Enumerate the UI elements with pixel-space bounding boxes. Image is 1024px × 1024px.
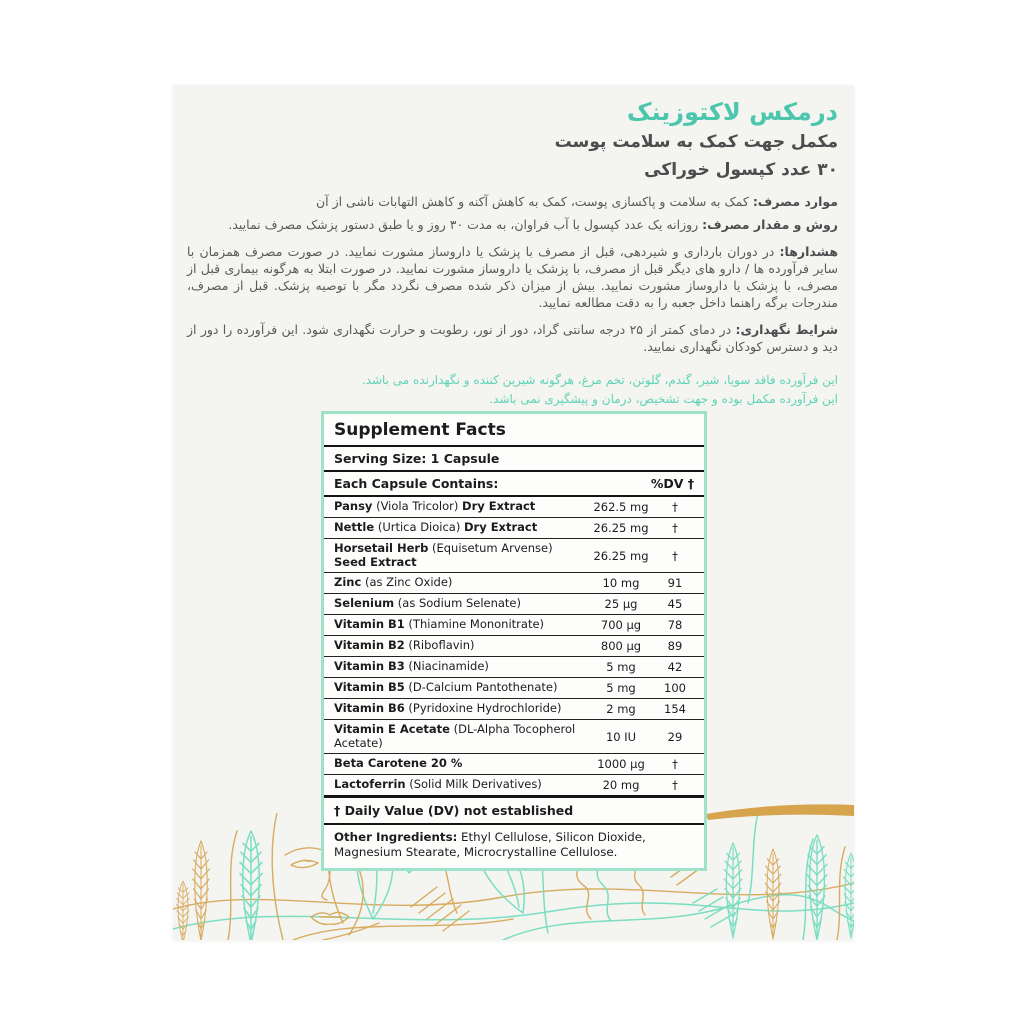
indications-text: کمک به سلامت و پاکسازی پوست، کمک به کاهش آکنه و کاهش التهابات ناشی از آن <box>315 194 753 209</box>
other-ingredients-label: Other Ingredients: <box>334 830 458 844</box>
facts-footnote: † Daily Value (DV) not established <box>324 798 704 825</box>
facts-row: Vitamin B6 (Pyridoxine Hydrochloride) 2 mg 154 <box>324 699 704 720</box>
dosage-label: روش و مقدار مصرف: <box>702 217 838 232</box>
supplement-facts-panel <box>321 411 707 871</box>
facts-row: Zinc (as Zinc Oxide) 10 mg 91 <box>324 573 704 594</box>
facts-row: Vitamin B5 (D-Calcium Pantothenate) 5 mg 100 <box>324 678 704 699</box>
facts-rows <box>324 497 704 798</box>
indications-paragraph <box>187 193 838 210</box>
product-subtitle: مکمل جهت کمک به سلامت پوست <box>554 132 838 152</box>
facts-row: Vitamin E Acetate (DL-Alpha Tocopherol Acetate) 10 IU 29 <box>324 720 704 754</box>
facts-row: Selenium (as Sodium Selenate) 25 µg 45 <box>324 594 704 615</box>
facts-header-left: Each Capsule Contains: <box>334 476 499 491</box>
other-ingredients <box>324 825 704 868</box>
warnings-label: هشدارها: <box>779 244 838 259</box>
product-box-back-panel <box>173 85 854 940</box>
facts-header-dv: %DV † <box>650 476 694 491</box>
facts-row: Vitamin B1 (Thiamine Mononitrate) 700 µg 78 <box>324 615 704 636</box>
usage-text-block <box>173 193 854 409</box>
supplement-disclaimer-note: این فرآورده مکمل بوده و جهت تشخیص، درمان و پیشگیری نمی باشد. <box>489 392 838 406</box>
product-header <box>173 85 854 183</box>
indications-label: موارد مصرف: <box>752 194 838 209</box>
facts-row: Nettle (Urtica Dioica) Dry Extract 26.25 mg † <box>324 518 704 539</box>
dosage-text: روزانه یک عدد کپسول با آب فراوان، به مدت ۳۰ روز و یا طبق دستور پزشک مصرف نمایید. <box>228 217 703 232</box>
facts-row: Vitamin B2 (Riboflavin) 800 µg 89 <box>324 636 704 657</box>
product-capsule-count: ۳۰ عدد کپسول خوراکی <box>644 160 838 180</box>
product-title: درمکس لاکتوزینک <box>626 98 838 126</box>
gold-ribbon-decoration <box>706 800 854 822</box>
facts-serving-size: Serving Size: 1 Capsule <box>324 447 704 472</box>
facts-row: Horsetail Herb (Equisetum Arvense) Seed Extract 26.25 mg † <box>324 539 704 573</box>
storage-text: در دمای کمتر از ۲۵ درجه سانتی گراد، دور از نور، رطوبت و حرارت نگهداری شود. این فرآورده را دور از دید و دسترس کودکان نگهداری نمایید. <box>187 322 838 354</box>
green-notes <box>187 371 838 409</box>
dosage-paragraph <box>187 216 838 233</box>
facts-title: Supplement Facts <box>324 414 704 447</box>
facts-row: Vitamin B3 (Niacinamide) 5 mg 42 <box>324 657 704 678</box>
storage-paragraph <box>187 321 838 355</box>
other-ingredients-text: Ethyl Cellulose, Silicon Dioxide, Magnesium Stearate, Microcrystalline Cellulose. <box>334 830 646 859</box>
facts-row: Beta Carotene 20 % 1000 µg † <box>324 754 704 775</box>
facts-column-header <box>324 472 704 497</box>
free-from-note: این فرآورده فاقد سویا، شیر، گندم، گلوتن، تخم مرغ، هرگونه شیرین کننده و نگهدارنده می باشد. <box>361 373 838 387</box>
facts-row: Pansy (Viola Tricolor) Dry Extract 262.5 mg † <box>324 497 704 518</box>
warnings-text: در دوران بارداری و شیردهی، قبل از مصرف با پزشک یا داروساز مشورت نمایید. در صورت مصرف همزمان با سایر فرآورده ها / دارو های دیگر قبل از مصرف، با پزشک یا داروساز مشورت نمایید. در صورت ابتلا به هرگونه بیماری قبل از مصرف، با پزشک یا داروساز مشورت نمایید. بیش از میزان ذکر شده مصرف نگردد مگر با توصیه پزشک. قبل از مصرف، مندرجات برگه راهنما داخل جعبه را به دقت مطالعه نمایید. <box>187 244 838 310</box>
warnings-paragraph <box>187 243 838 311</box>
facts-row: Lactoferrin (Solid Milk Derivatives) 20 mg † <box>324 775 704 798</box>
storage-label: شرایط نگهداری: <box>735 322 838 337</box>
